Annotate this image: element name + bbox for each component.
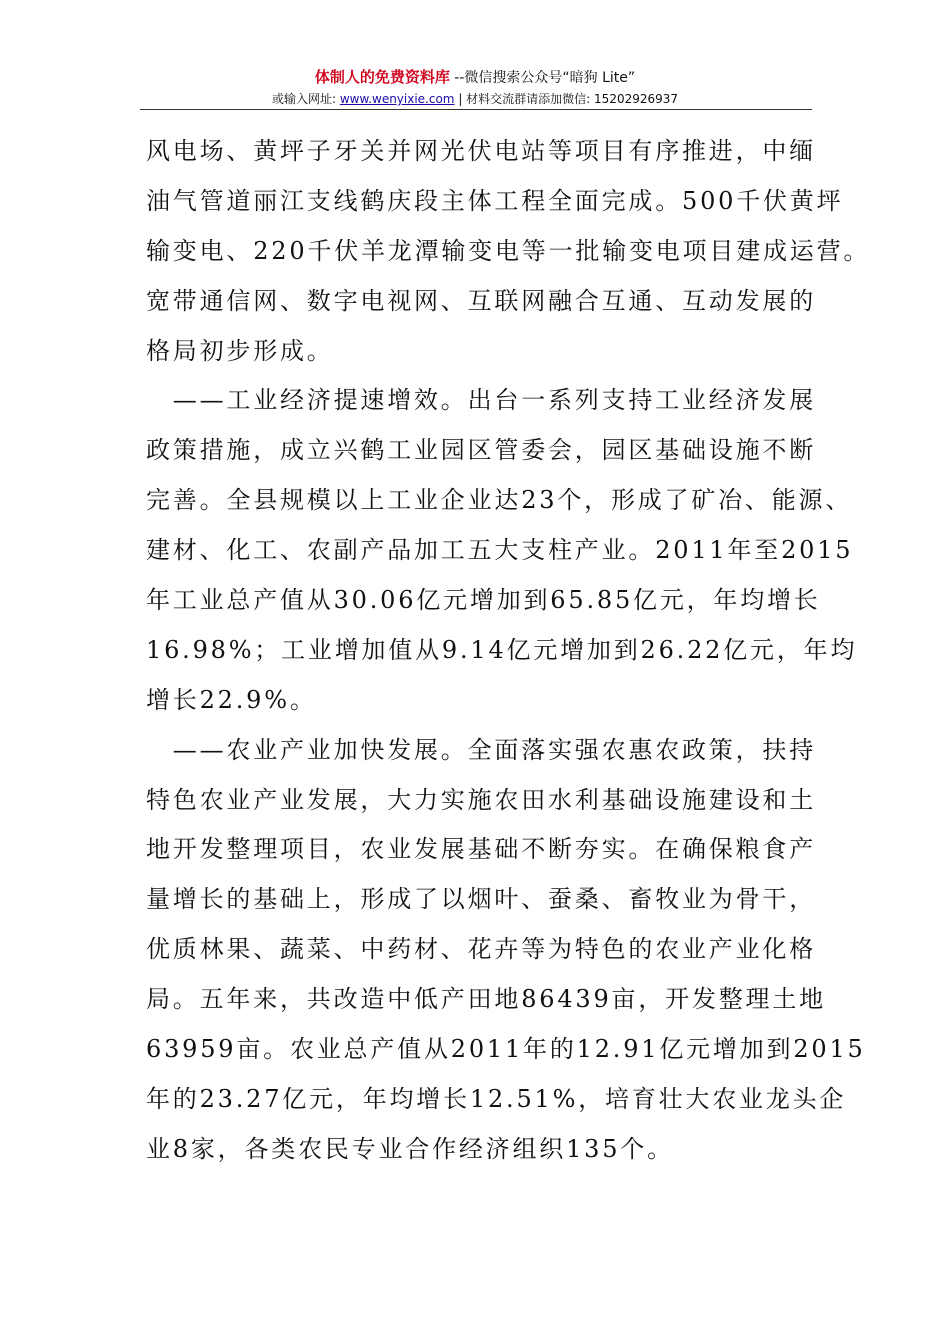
header-brand: 体制人的免费资料库 <box>314 68 450 86</box>
text-line: 局。五年来，共改造中低产田地86439亩，开发整理土地 <box>146 985 826 1014</box>
text-line: 年的23.27亿元，年均增长12.51%，培育壮大农业龙头企 <box>146 1084 847 1113</box>
text-line: 建材、化工、农副产品加工五大支柱产业。2011年至2015 <box>146 536 854 565</box>
text-line: 16.98%；工业增加值从9.14亿元增加到26.22亿元，年均 <box>146 635 858 664</box>
text-line: 业8家，各类农民专业合作经济组织135个。 <box>146 1134 674 1163</box>
header-divider <box>140 109 812 110</box>
header-contact-line <box>0 91 950 108</box>
text-line: 优质林果、蔬菜、中药材、花卉等为特色的农业产业化格 <box>146 935 816 964</box>
document-body <box>146 126 871 1174</box>
text-line: 量增长的基础上，形成了以烟叶、蚕桑、畜牧业为骨干， <box>146 885 816 914</box>
text-line: 输变电、220千伏羊龙潭输变电等一批输变电项目建成运营。 <box>146 236 871 265</box>
text-line: 年工业总产值从30.06亿元增加到65.85亿元，年均增长 <box>146 586 821 615</box>
header-website-link[interactable]: www.wenyixie.com <box>339 92 455 106</box>
text-line: ——工业经济提速增效。出台一系列支持工业经济发展 <box>146 386 816 415</box>
text-line: 增长22.9%。 <box>146 685 317 714</box>
page-header <box>0 68 950 108</box>
text-line: 油气管道丽江支线鹤庆段主体工程全面完成。500千伏黄坪 <box>146 186 844 215</box>
text-line: 完善。全县规模以上工业企业达23个，形成了矿冶、能源、 <box>146 486 853 515</box>
header-contact: | 材料交流群请添加微信: 15202926937 <box>458 92 679 106</box>
header-title-line <box>0 68 950 87</box>
text-line: ——农业产业加快发展。全面落实强农惠农政策，扶持 <box>146 735 816 764</box>
text-line: 格局初步形成。 <box>146 336 334 365</box>
text-line: 63959亩。农业总产值从2011年的12.91亿元增加到2015 <box>146 1035 866 1064</box>
text-line: 地开发整理项目，农业发展基础不断夯实。在确保粮食产 <box>146 835 816 864</box>
header-tagline: --微信搜索公众号“暗狗 Lite” <box>454 70 636 86</box>
text-line: 宽带通信网、数字电视网、互联网融合互通、互动发展的 <box>146 286 816 315</box>
text-line: 政策措施，成立兴鹤工业园区管委会，园区基础设施不断 <box>146 436 816 465</box>
header-url-prefix: 或输入网址: <box>271 92 337 106</box>
text-line: 风电场、黄坪子牙关并网光伏电站等项目有序推进，中缅 <box>146 137 816 165</box>
text-line: 特色农业产业发展，大力实施农田水利基础设施建设和土 <box>146 785 816 814</box>
